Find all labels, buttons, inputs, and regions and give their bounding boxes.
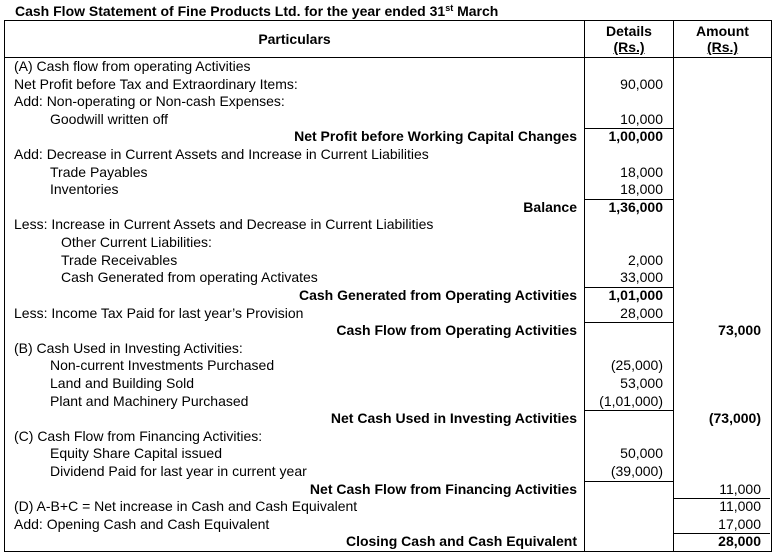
details-cell: 18,000 (584, 181, 673, 199)
amount-cell (673, 146, 770, 164)
total-row (5, 410, 771, 428)
amount-cell (673, 58, 770, 76)
amount-cell (673, 164, 770, 182)
amount-cell (673, 252, 770, 270)
total-row (5, 322, 771, 340)
total-row (5, 481, 771, 499)
table-row (5, 111, 771, 129)
table-row (5, 305, 771, 323)
details-cell (584, 216, 673, 234)
grand-total-row (5, 533, 771, 551)
amount-cell (673, 287, 770, 305)
amount-cell (673, 93, 770, 111)
details-cell (584, 481, 673, 499)
details-cell (584, 498, 673, 516)
table-row (5, 357, 771, 375)
table-body (5, 58, 771, 551)
particulars-cell: Less: Increase in Current Assets and Decrease in Current Liabilities (14, 216, 434, 233)
table-row (5, 164, 771, 182)
details-cell: 1,01,000 (584, 287, 673, 305)
subtotal-row (5, 128, 771, 146)
statement-title (15, 3, 498, 20)
particulars-cell: Trade Receivables (61, 251, 178, 268)
particulars-cell: (C) Cash Flow from Financing Activities: (14, 427, 263, 444)
particulars-cell: (A) Cash flow from operating Activities (14, 58, 251, 74)
details-cell: 10,000 (584, 111, 673, 129)
header-amount-unit: (Rs.) (706, 39, 739, 55)
table-row (5, 234, 771, 252)
particulars-cell: (D) A-B+C = Net increase in Cash and Cash Equivalent (14, 498, 358, 515)
particulars-cell: Cash Generated from operating Activates (61, 269, 318, 286)
particulars-cell: Cash Generated from Operating Activities (299, 286, 577, 303)
amount-cell (673, 393, 770, 411)
particulars-cell: Cash Flow from Operating Activities (336, 322, 577, 339)
table-row (5, 252, 771, 270)
details-cell: 2,000 (584, 252, 673, 270)
details-cell: (1,01,000) (584, 393, 673, 411)
amount-cell (673, 234, 770, 252)
particulars-cell: Plant and Machinery Purchased (50, 392, 249, 409)
details-cell: 90,000 (584, 76, 673, 94)
amount-cell (673, 128, 770, 146)
header-particulars: Particulars (258, 31, 331, 47)
amount-cell (673, 181, 770, 199)
details-cell: 18,000 (584, 164, 673, 182)
details-cell: 28,000 (584, 305, 673, 323)
title-suffix: March (453, 3, 499, 19)
details-cell: 53,000 (584, 375, 673, 393)
particulars-cell: Add: Non-operating or Non-cash Expenses: (14, 93, 285, 110)
table-row (5, 516, 771, 534)
table-row (5, 340, 771, 358)
particulars-cell: Equity Share Capital issued (50, 445, 222, 462)
details-cell (584, 410, 673, 428)
details-cell (584, 58, 673, 76)
particulars-cell: Net Profit before Working Capital Changes (294, 128, 577, 145)
cash-flow-table (4, 20, 772, 552)
table-row (5, 428, 771, 446)
table-row (5, 93, 771, 111)
particulars-cell: Trade Payables (50, 163, 148, 180)
particulars-cell: Inventories (50, 181, 119, 198)
particulars-cell: Net Profit before Tax and Extraordinary Items: (14, 75, 298, 92)
details-cell: 1,00,000 (584, 128, 673, 146)
particulars-cell: Add: Opening Cash and Cash Equivalent (14, 515, 270, 532)
details-cell: 50,000 (584, 445, 673, 463)
header-details-unit: (Rs.) (613, 39, 645, 55)
header-amount-label: Amount (696, 23, 749, 39)
details-cell (584, 516, 673, 534)
title-superscript: st (445, 3, 454, 13)
table-row (5, 58, 771, 76)
details-cell: 1,36,000 (584, 199, 673, 217)
title-text: Cash Flow Statement of Fine Products Ltd. for the year ended 31 (15, 3, 446, 19)
amount-cell: 17,000 (673, 516, 770, 534)
table-row (5, 498, 771, 516)
subtotal-row (5, 287, 771, 305)
amount-cell (673, 445, 770, 463)
amount-cell (673, 111, 770, 129)
amount-cell (673, 76, 770, 94)
table-row (5, 146, 771, 164)
details-cell (584, 533, 673, 551)
table-row (5, 463, 771, 481)
amount-cell (673, 340, 770, 358)
particulars-cell: Dividend Paid for last year in current year (50, 463, 307, 480)
amount-cell: 11,000 (673, 498, 770, 516)
particulars-cell: Less: Income Tax Paid for last year’s Provision (14, 304, 304, 321)
header-details-label: Details (606, 23, 652, 39)
details-cell (584, 146, 673, 164)
details-cell: (25,000) (584, 357, 673, 375)
details-cell (584, 93, 673, 111)
particulars-cell: Non-current Investments Purchased (50, 357, 275, 374)
amount-cell (673, 375, 770, 393)
details-cell: (39,000) (584, 463, 673, 481)
particulars-cell: Net Cash Flow from Financing Activities (309, 480, 577, 497)
amount-cell (673, 216, 770, 234)
details-cell (584, 322, 673, 340)
amount-cell: 28,000 (673, 533, 770, 551)
amount-cell (673, 199, 770, 217)
particulars-cell: Other Current Liabilities: (61, 234, 212, 251)
table-row (5, 216, 771, 234)
amount-cell (673, 357, 770, 375)
details-cell (584, 234, 673, 252)
particulars-cell: Net Cash Used in Investing Activities (330, 410, 577, 427)
amount-cell: (73,000) (673, 410, 770, 428)
table-row (5, 393, 771, 411)
amount-cell (673, 463, 770, 481)
table-row (5, 181, 771, 199)
subtotal-row (5, 199, 771, 217)
amount-cell: 73,000 (673, 322, 770, 340)
header-amount (673, 21, 771, 57)
details-cell (584, 428, 673, 446)
particulars-cell: (B) Cash Used in Investing Activities: (14, 339, 243, 356)
header-details (584, 21, 673, 57)
particulars-cell: Goodwill written off (50, 110, 169, 127)
particulars-cell: Balance (523, 198, 577, 215)
amount-cell (673, 428, 770, 446)
details-cell (584, 340, 673, 358)
table-row (5, 375, 771, 393)
table-header (5, 21, 771, 58)
amount-cell (673, 305, 770, 323)
table-row (5, 76, 771, 94)
amount-cell: 11,000 (673, 481, 770, 499)
table-row (5, 445, 771, 463)
particulars-cell: Closing Cash and Cash Equivalent (345, 533, 577, 550)
particulars-cell: Land and Building Sold (50, 374, 195, 391)
amount-cell (673, 269, 770, 287)
particulars-cell: Add: Decrease in Current Assets and Increase in Current Liabilities (14, 146, 429, 163)
table-row (5, 269, 771, 287)
details-cell: 33,000 (584, 269, 673, 287)
